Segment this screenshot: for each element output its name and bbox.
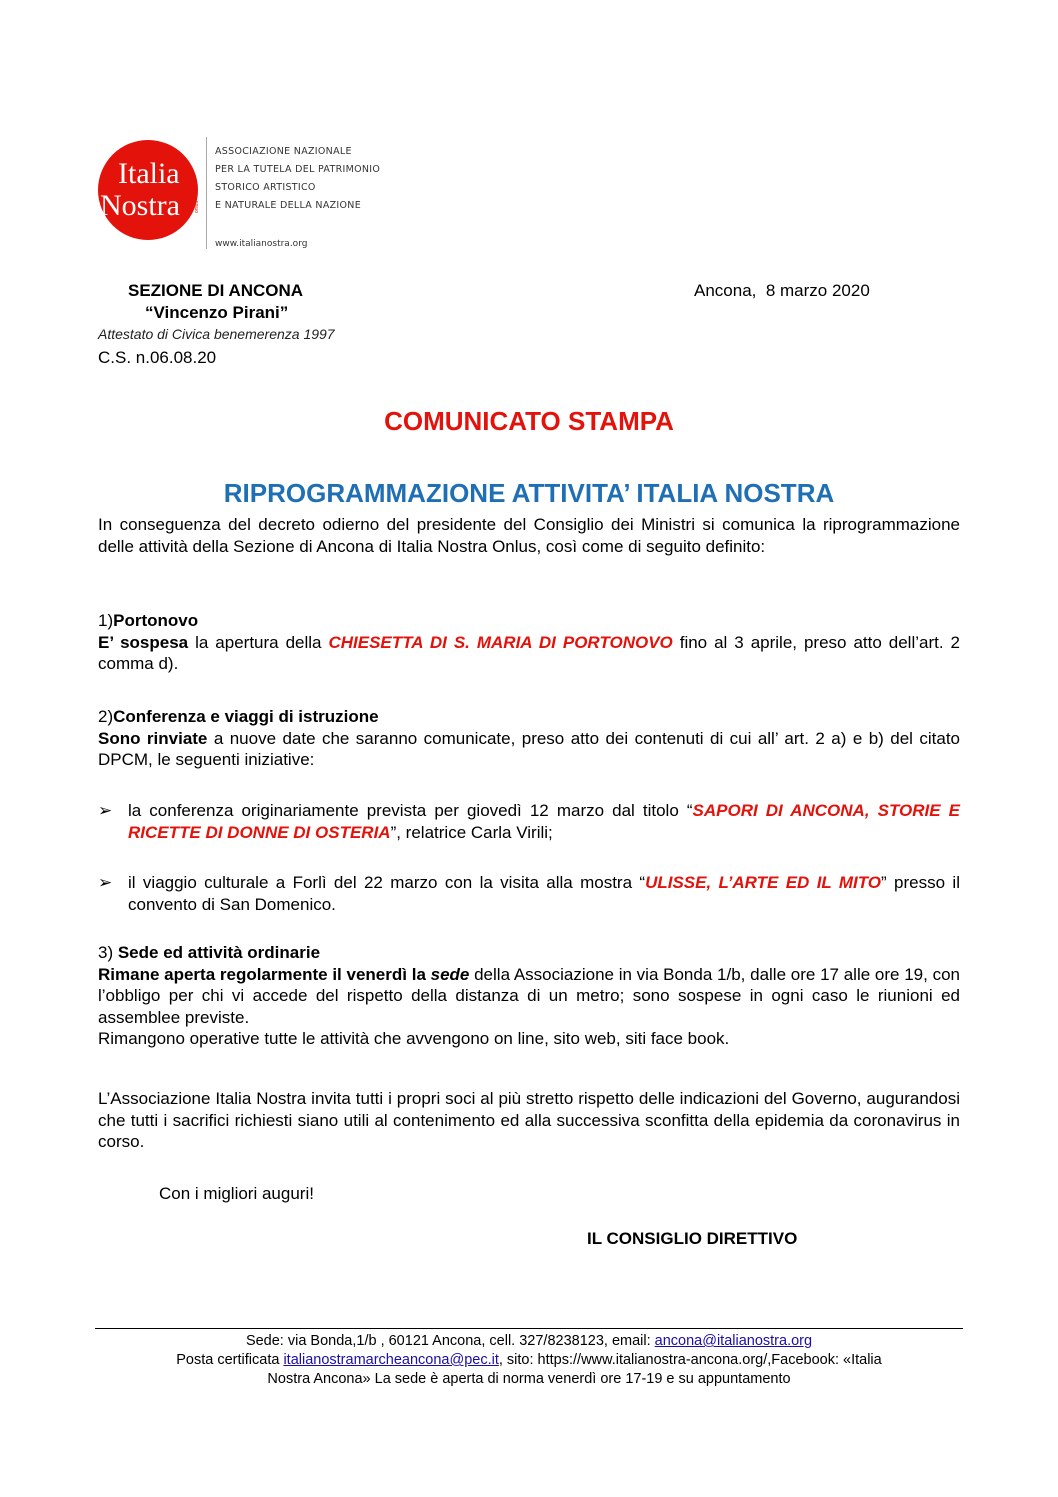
bullet-2-text-b: ” presso il convento di San Domenico. bbox=[128, 873, 960, 914]
logo-small-mark: onlus bbox=[194, 201, 200, 213]
org-line: ASSOCIAZIONE NAZIONALE bbox=[215, 146, 352, 157]
logo-word-nostra: Nostra bbox=[100, 189, 180, 222]
section-2-title: Conferenza e viaggi di istruzione bbox=[113, 707, 379, 726]
intro-paragraph bbox=[98, 514, 960, 557]
section-3-text: della Associazione in via Bonda 1/b, dalle ore 17 alle ore 19, con l’obbligo per chi vi accede del rispetto della distanza di un metro; sono sospese in ogni caso le riunioni ed assemblee previste. bbox=[98, 964, 960, 1027]
footer-line-2 bbox=[95, 1351, 963, 1370]
section-3-heading bbox=[98, 942, 960, 964]
list-item bbox=[98, 872, 960, 915]
footer-divider bbox=[95, 1328, 963, 1329]
logo-circle bbox=[98, 135, 208, 255]
main-heading: RIPROGRAMMAZIONE ATTIVITA’ ITALIA NOSTRA bbox=[223, 478, 835, 508]
footer-pec-label: Posta certificata bbox=[176, 1352, 284, 1368]
section-2 bbox=[98, 706, 960, 771]
section-2-lead: Sono rinviate bbox=[98, 728, 208, 748]
section-subtitle: “Vincenzo Pirani” bbox=[145, 303, 289, 322]
footer-email-link[interactable]: ancona@italianostra.org bbox=[654, 1333, 813, 1349]
greeting: Con i migliori auguri! bbox=[159, 1184, 314, 1203]
org-line: STORICO ARTISTICO bbox=[215, 182, 316, 193]
bullet-1-text bbox=[128, 800, 960, 843]
section-3-title: Sede ed attività ordinarie bbox=[117, 943, 321, 962]
reference-number: C.S. n.06.08.20 bbox=[98, 348, 217, 367]
section-1-title: Portonovo bbox=[113, 611, 199, 630]
section-2-heading bbox=[98, 706, 960, 728]
footer-pec-link[interactable]: italianostramarcheancona@pec.it bbox=[283, 1352, 499, 1368]
footer-site-text: , sito: https://www.italianostra-ancona.org/,Facebook: «Italia bbox=[498, 1352, 882, 1368]
footer-address: Sede: via Bonda,1/b , 60121 Ancona, cell. 327/8238123, email: bbox=[245, 1333, 655, 1349]
bullet-arrow-icon: ➢ bbox=[98, 801, 113, 820]
italia-nostra-logo bbox=[98, 135, 398, 255]
bullet-1-text-a: la conferenza originariamente prevista per giovedì 12 marzo dal titolo “ bbox=[128, 801, 693, 820]
section-2-body bbox=[98, 728, 960, 771]
section-3 bbox=[98, 942, 960, 1050]
section-1-lead: E’ sospesa bbox=[98, 632, 189, 652]
section-2-text: a nuove date che saranno comunicate, preso atto dei contenuti di cui all’ art. 2 a) e b) del citato DPCM, le seguenti iniziative: bbox=[98, 728, 960, 769]
section-3-body bbox=[98, 964, 960, 1029]
section-2-number: 2) bbox=[98, 707, 114, 726]
org-line: PER LA TUTELA DEL PATRIMONIO bbox=[215, 164, 381, 175]
org-line: E NATURALE DELLA NAZIONE bbox=[215, 200, 362, 211]
award-line: Attestato di Civica benemerenza 1997 bbox=[98, 326, 335, 342]
place-date: Ancona, 8 marzo 2020 bbox=[694, 281, 870, 300]
bullet-2-highlight: ULISSE, L’ARTE ED IL MITO bbox=[645, 873, 882, 892]
logo-website: www.italianostra.org bbox=[215, 239, 308, 249]
logo-word-italia: Italia bbox=[118, 157, 180, 190]
footer-line-1 bbox=[95, 1332, 963, 1351]
footer-line-3: Nostra Ancona» La sede è aperta di norma venerdì ore 17-19 e su appuntamento bbox=[267, 1371, 791, 1387]
section-3-line2: Rimangono operative tutte le attività che avvengono on line, sito web, siti face book. bbox=[98, 1029, 730, 1048]
closing-text: L’Associazione Italia Nostra invita tutti i propri soci al più stretto rispetto delle indicazioni del Governo, augurandosi che tutti i sacrifici richiesti siano utili al contenimento ed alla successiva sconfitta della epidemia da coronavirus in corso. bbox=[98, 1089, 960, 1151]
section-1-body bbox=[98, 632, 960, 675]
section-name: SEZIONE DI ANCONA bbox=[128, 281, 304, 300]
signature: IL CONSIGLIO DIRETTIVO bbox=[587, 1229, 798, 1248]
bullet-1-text-b: ”, relatrice Carla Virili; bbox=[390, 822, 553, 842]
section-1-highlight: CHIESETTA DI S. MARIA DI PORTONOVO bbox=[328, 632, 673, 652]
bullet-2-text bbox=[128, 872, 960, 915]
list-item bbox=[98, 800, 960, 843]
bullet-2-text-a: il viaggio culturale a Forlì del 22 marzo con la visita alla mostra “ bbox=[128, 873, 646, 892]
section-3-lead-italic: sede bbox=[430, 964, 470, 984]
intro-text: In conseguenza del decreto odierno del presidente del Consiglio dei Ministri si comunica la riprogrammazione delle attività della Sezione di Ancona di Italia Nostra Onlus, così come di seguito definito: bbox=[98, 515, 960, 556]
closing-paragraph bbox=[98, 1088, 960, 1153]
section-1-text-b: fino al 3 aprile, preso atto dell’art. 2 comma d). bbox=[98, 632, 960, 673]
logo-org-lines bbox=[215, 143, 380, 215]
bullet-arrow-icon: ➢ bbox=[98, 873, 113, 892]
logo-divider bbox=[206, 137, 207, 249]
bullet-1-highlight: SAPORI DI ANCONA, STORIE E RICETTE DI DONNE DI OSTERIA bbox=[128, 801, 961, 842]
section-1 bbox=[98, 610, 960, 675]
page-title: COMUNICATO STAMPA bbox=[384, 406, 674, 436]
section-3-number: 3) bbox=[98, 943, 118, 962]
section-1-text-a: la apertura della bbox=[188, 632, 329, 652]
footer bbox=[95, 1332, 963, 1389]
section-1-number: 1) bbox=[98, 611, 114, 630]
section-3-lead: Rimane aperta regolarmente il venerdì la bbox=[98, 964, 431, 984]
section-1-heading bbox=[98, 610, 960, 632]
